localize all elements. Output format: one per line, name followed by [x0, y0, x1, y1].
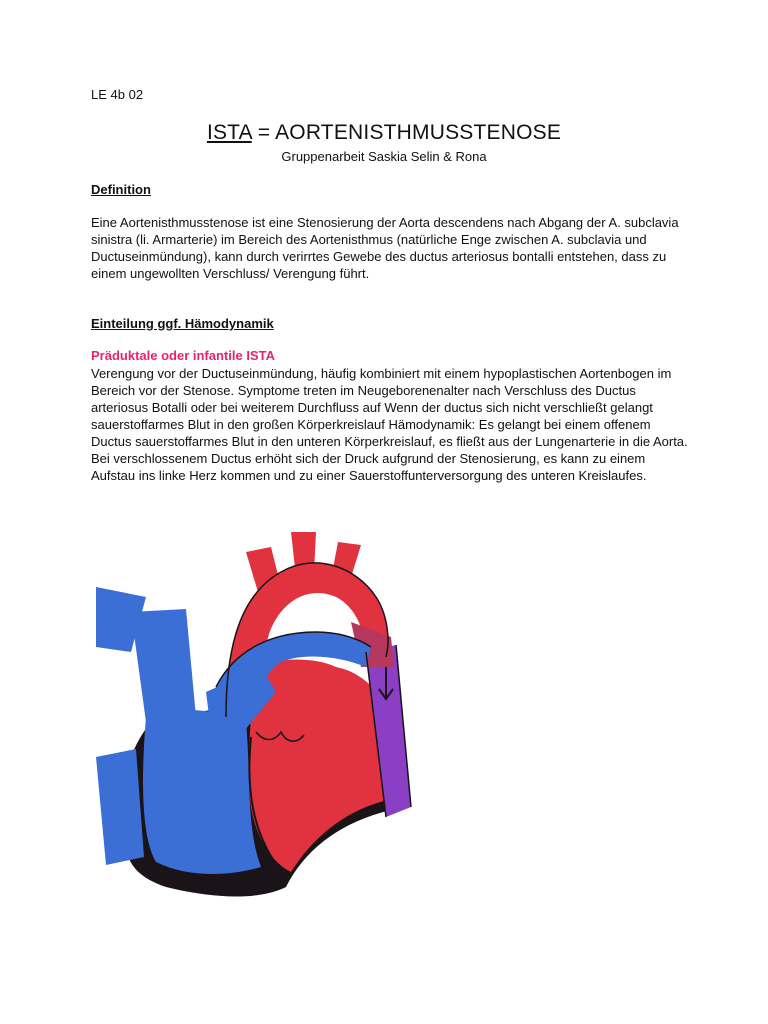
document-code: LE 4b 02 — [91, 87, 144, 102]
heart-illustration — [86, 517, 426, 902]
definition-heading: Definition — [91, 182, 151, 197]
praeduktale-subheading: Präduktale oder infantile ISTA — [91, 348, 275, 363]
definition-paragraph: Eine Aortenisthmusstenose ist eine Stenosierung der Aorta descendens nach Abgang der A. subclavia sinistra (li. Armarterie) im Bereich des Aortenisthmus (natürliche Enge zwischen A. subclavia und Ductuseinmündung), kann durch verirrtes Gewebe des ductus arteriosus bontalli entstehen, dass zu einem ungewollten Verschluss/ Verengung führt. — [91, 215, 679, 281]
title-rest: = AORTENISTHMUSSTENOSE — [251, 121, 562, 144]
right-heart — [143, 710, 261, 874]
page-subtitle: Gruppenarbeit Saskia Selin & Rona — [281, 149, 487, 164]
praeduktale-paragraph: Verengung vor der Ductuseinmündung, häufig kombiniert mit einem hypoplastischen Aortenbogen im Bereich vor der Stenose. Symptome treten im Neugeborenenalter nach Verschluss des Ductus arteriosus Botalli oder bei weiterem Durchfluss auf Wenn der ductus sich nicht verschließt gelangt sauerstoffarmes Blut in den großen Körperkreislauf Hämodynamik: Es gelangt bei einem offenem Ductus sauerstoffarmes Blut in den unteren Körperkreislauf, es fließt aus der Lungenarterie in die Aorta. Bei verschlossenem Ductus erhöht sich der Druck aufgrund der Stenosierung, es kann zu einem Aufstau ins linke Herz kommen und zu einer Sauerstoffunterversorgung des unteren Kreislaufes. — [91, 366, 688, 483]
einteilung-heading: Einteilung ggf. Hämodynamik — [91, 316, 274, 331]
page-title — [0, 120, 768, 146]
vena-cava — [131, 609, 196, 732]
vena-cava-lower — [96, 749, 144, 865]
title-keyword: ISTA — [206, 121, 252, 144]
